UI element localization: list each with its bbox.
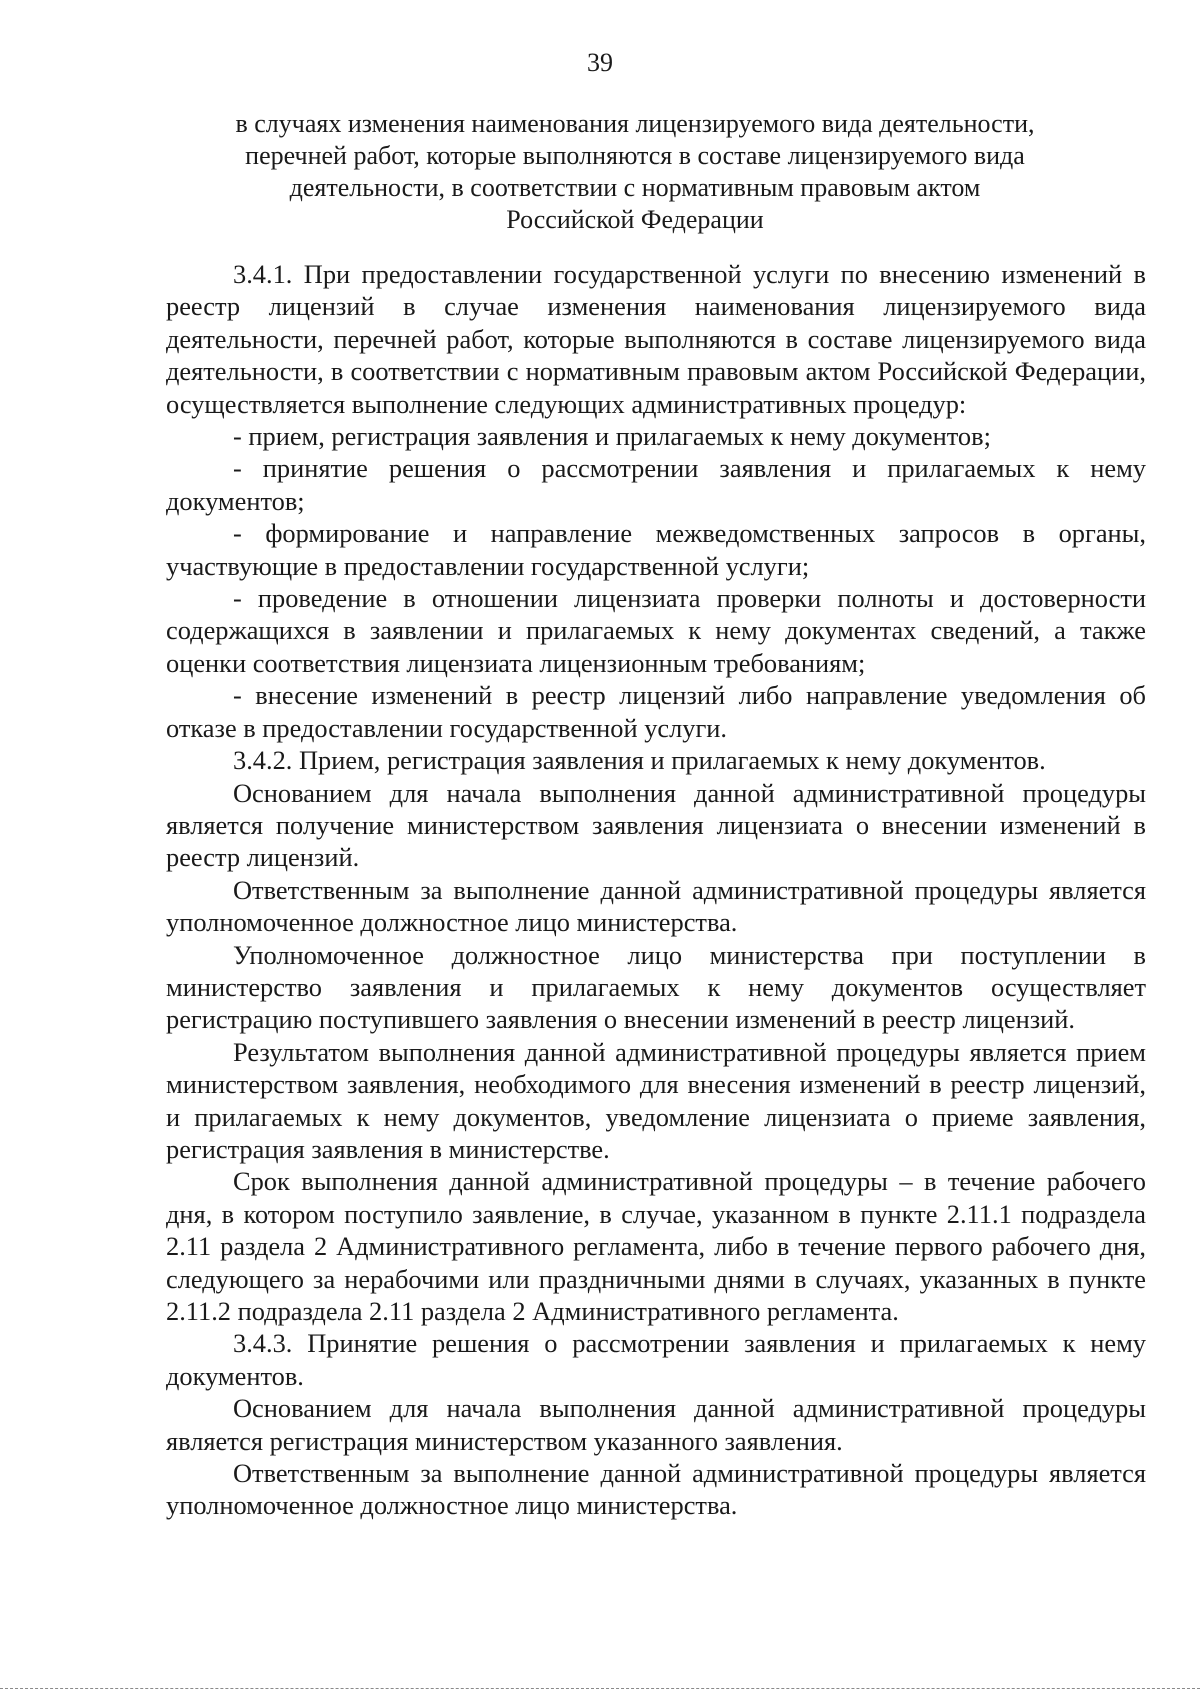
page-number: 39 [587,48,613,77]
list-item-registry-changes: - внесение изменений в реестр лицензий либо направление уведомления об отказе в предоставлении государственной услуги. [166,680,1146,743]
list-item-verification: - проведение в отношении лицензиата проверки полноты и достоверности содержащихся в заявлении и прилагаемых к нему документах сведений, а также оценки соответствия лицензиата лицензионным требованиям; [166,583,1146,678]
heading-line: Российской Федерации [506,205,764,234]
paragraph-responsible-2: Ответственным за выполнение данной административной процедуры является уполномоченное должностное лицо министерства. [166,1458,1146,1521]
page-bottom-edge [0,1688,1200,1689]
paragraph-3-4-1: 3.4.1. При предоставлении государственной услуги по внесению изменений в реестр лицензий в случае изменения наименования лицензируемого вида деятельности, перечней работ, которые выполняются в составе лицензируемого вида деятельности, в соответствии с нормативным правовым актом Российской Федерации, осуществляется выполнение следующих административных процедур: [166,259,1146,419]
paragraph-registration: Уполномоченное должностное лицо министерства при поступлении в министерство заявления и прилагаемых к нему документов осуществляет регистрацию поступившего заявления о внесении изменений в реестр лицензий. [166,939,1146,1035]
heading-line: в случаях изменения наименования лицензируемого вида деятельности, [235,109,1035,138]
list-item-decision: - принятие решения о рассмотрении заявления и прилагаемых к нему документов; [166,453,1146,516]
list-item-reception: - прием, регистрация заявления и прилагаемых к нему документов; [233,421,991,452]
paragraph-result: Результатом выполнения данной административной процедуры является прием министерством заявления, необходимого для внесения изменений в реестр лицензий, и прилагаемых к нему документов, уведомление лицензиата о приеме заявления, регистрация заявления в министерстве. [166,1036,1146,1164]
paragraph-3-4-2: 3.4.2. Прием, регистрация заявления и прилагаемых к нему документов. [233,745,1046,776]
paragraph-responsible: Ответственным за выполнение данной административной процедуры является уполномоченное должностное лицо министерства. [166,874,1146,938]
paragraph-3-4-3: 3.4.3. Принятие решения о рассмотрении заявления и прилагаемых к нему документов. [166,1328,1146,1391]
heading-line: перечней работ, которые выполняются в составе лицензируемого вида [245,141,1025,170]
paragraph-basis-2: Основанием для начала выполнения данной административной процедуры является регистрация министерством указанного заявления. [166,1393,1146,1456]
section-heading [170,108,1100,236]
document-body [166,258,1146,1522]
list-item-interagency-requests: - формирование и направление межведомственных запросов в органы, участвующие в предоставлении государственной услуги; [166,518,1146,581]
heading-line: деятельности, в соответствии с нормативным правовым актом [289,173,981,202]
paragraph-basis: Основанием для начала выполнения данной административной процедуры является получение министерством заявления лицензиата о внесении изменений в реестр лицензий. [166,777,1146,873]
paragraph-deadline: Срок выполнения данной административной процедуры – в течение рабочего дня, в котором поступило заявление, в случае, указанном в пункте 2.11.1 подраздела 2.11 раздела 2 Административного регламента, либо в течение первого рабочего дня, следующего за нерабочими или праздничными днями в случаях, указанных в пункте 2.11.2 подраздела 2.11 раздела 2 Административного регламента. [166,1166,1146,1326]
